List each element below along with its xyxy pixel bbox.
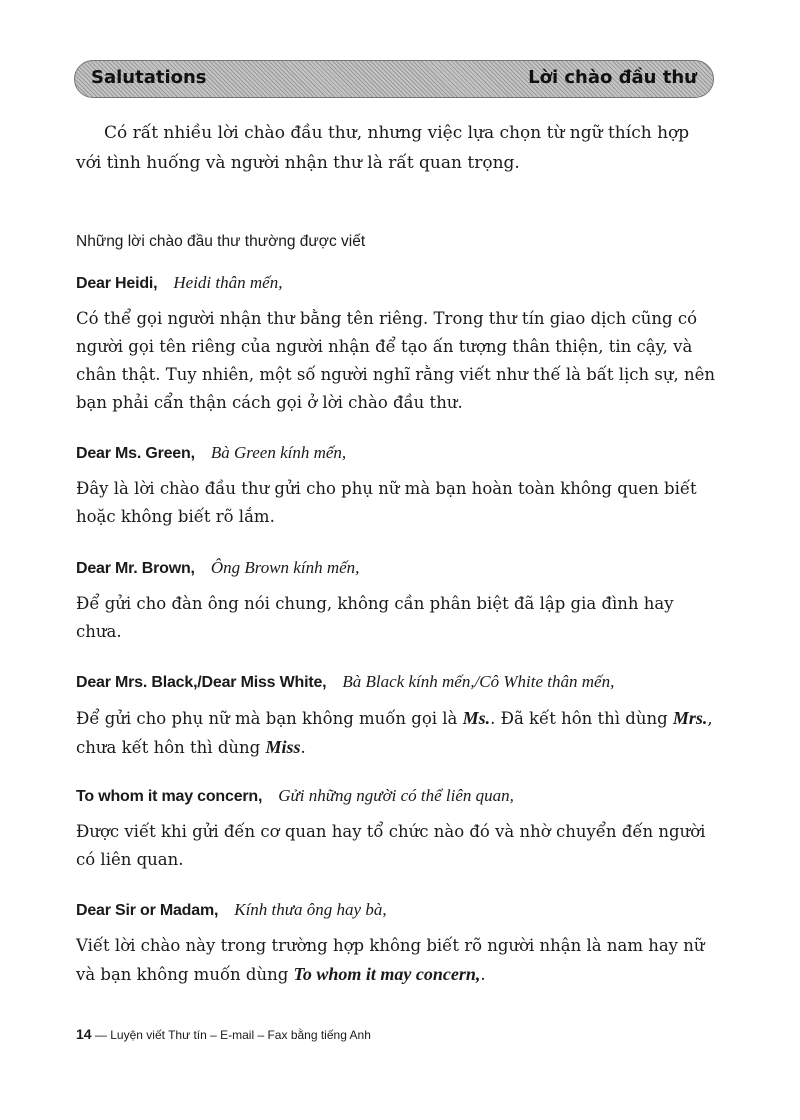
desc-text: Viết lời chào này trong trường hợp không biết rõ người nhận là nam hay nữ và bạn không muốn dùng <box>76 936 705 984</box>
emphasis-mrs: Mrs. <box>672 708 708 728</box>
salutation-english: Dear Ms. Green, <box>76 445 195 462</box>
page-footer <box>76 1026 371 1042</box>
salutation-description: Đây là lời chào đầu thư gửi cho phụ nữ mà bạn hoàn toàn không quen biết hoặc không biết rõ lắm. <box>76 479 697 526</box>
salutation-translation: Kính thưa ông hay bà, <box>234 900 387 919</box>
emphasis-miss: Miss <box>265 737 301 757</box>
salutation-description: Để gửi cho đàn ông nói chung, không cần phân biệt đã lập gia đình hay chưa. <box>76 594 674 641</box>
section-banner <box>74 60 714 98</box>
salutation-entry-mr-brown <box>76 555 720 646</box>
page-number: 14 <box>76 1026 92 1042</box>
section-heading: Những lời chào đầu thư thường được viết <box>76 233 366 250</box>
salutation-translation: Ông Brown kính mến, <box>210 558 360 577</box>
salutation-description <box>76 932 720 989</box>
desc-text: . <box>300 738 306 757</box>
salutation-entry-mrs-black <box>76 669 720 762</box>
salutation-description: Có thể gọi người nhận thư bằng tên riêng. Trong thư tín giao dịch cũng có người gọi tên riêng của người nhận để tạo ấn tượng thân thiện, tin cậy, và chân thật. Tuy nhiên, một số người nghĩ rằng viết như thế là bất lịch sự, nên bạn phải cẩn thận cách gọi ở lời chào đầu thư. <box>76 309 716 412</box>
salutation-entry-to-whom <box>76 783 720 874</box>
banner-title-english: Salutations <box>91 67 207 88</box>
salutation-english: Dear Sir or Madam, <box>76 902 219 919</box>
salutation-entry-heidi <box>76 270 720 417</box>
desc-text: , chưa kết hôn thì dùng <box>76 709 713 757</box>
salutation-translation: Bà Green kính mến, <box>210 443 347 462</box>
desc-text: . Đã kết hôn thì dùng <box>490 709 673 728</box>
salutation-description: Được viết khi gửi đến cơ quan hay tổ chức nào đó và nhờ chuyển đến người có liên quan. <box>76 822 706 869</box>
banner-title-vietnamese: Lời chào đầu thư <box>528 67 697 88</box>
salutation-translation: Gửi những người có thể liên quan, <box>278 786 514 805</box>
salutation-entry-sir-madam <box>76 897 720 989</box>
salutation-english: Dear Heidi, <box>76 275 158 292</box>
intro-paragraph: Có rất nhiều lời chào đầu thư, nhưng việc lựa chọn từ ngữ thích hợp với tình huống và người nhận thư là rất quan trọng. <box>76 123 690 173</box>
salutation-translation: Heidi thân mến, <box>173 273 283 292</box>
emphasis-to-whom: To whom it may concern, <box>293 964 481 984</box>
desc-text: . <box>480 965 486 984</box>
footer-book-title: — Luyện viết Thư tín – E-mail – Fax bằng tiếng Anh <box>94 1028 371 1042</box>
desc-text: Để gửi cho phụ nữ mà bạn không muốn gọi là <box>76 709 463 728</box>
salutation-translation: Bà Black kính mến,/Cô White thân mến, <box>342 672 615 691</box>
emphasis-ms: Ms. <box>462 708 491 728</box>
salutation-description <box>76 704 720 762</box>
salutation-english: Dear Mr. Brown, <box>76 560 195 577</box>
salutation-english: To whom it may concern, <box>76 788 263 805</box>
salutation-entry-ms-green <box>76 440 720 531</box>
salutation-english: Dear Mrs. Black,/Dear Miss White, <box>76 674 327 691</box>
